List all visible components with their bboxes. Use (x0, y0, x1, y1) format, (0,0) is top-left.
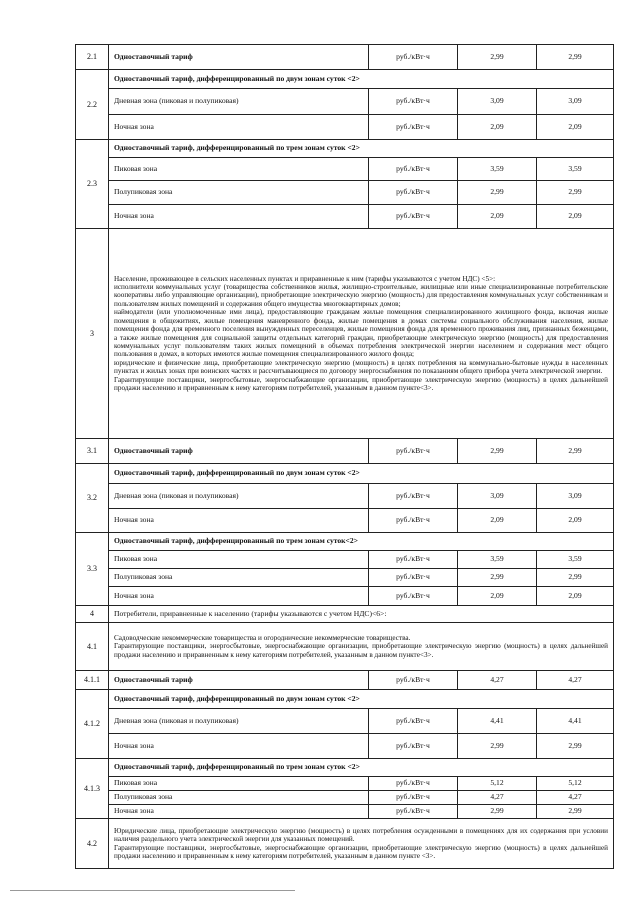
value-first-half: 2,99 (458, 439, 537, 464)
value-first-half: 2,99 (458, 569, 537, 587)
unit-cell: руб./кВт·ч (369, 551, 458, 569)
table-row (76, 509, 614, 533)
row-number: 2.1 (76, 45, 109, 70)
section-heading: Одноставочный тариф, дифференцированный по трем зонам суток <2> (109, 140, 614, 158)
value-first-half: 2,99 (458, 181, 537, 205)
table-row (76, 734, 614, 759)
zone-label: Полупиковая зона (109, 791, 369, 805)
unit-cell: руб./кВт·ч (369, 805, 458, 819)
zone-label: Ночная зона (109, 115, 369, 140)
description-paragraph: юридические и физические лица, приобретающие электрическую энергию (мощность) в целях потребления на коммунально-бытовые нужды в населенных пунктах и жилых зонах при воинских частях и рассчитывающиеся по договору энергоснабжения по показаниям общего прибора учета электрической энергии. (114, 358, 608, 376)
value-second-half: 2,99 (537, 734, 614, 759)
unit-cell: руб./кВт·ч (369, 205, 458, 229)
table-row (76, 181, 614, 205)
zone-label: Ночная зона (109, 734, 369, 759)
tariff-label: Одноставочный тариф (109, 671, 369, 690)
unit-cell: руб./кВт·ч (369, 439, 458, 464)
section-heading: Одноставочный тариф, дифференцированный по двум зонам суток <2> (109, 690, 614, 709)
table-row (76, 623, 614, 671)
unit-cell: руб./кВт·ч (369, 791, 458, 805)
table-row (76, 89, 614, 115)
section-heading: Одноставочный тариф, дифференцированный по двум зонам суток <2> (109, 464, 614, 484)
unit-cell: руб./кВт·ч (369, 671, 458, 690)
table-row (76, 229, 614, 439)
row-number: 4.1.2 (76, 690, 109, 759)
table-row (76, 70, 614, 89)
row-number: 4.1.1 (76, 671, 109, 690)
description-paragraph: исполнители коммунальных услуг (товарищества собственников жилья, жилищно-строительные, жилищные или иные специализированные потребительские кооперативы либо управляющие организации), приобретающие электрическую энергию (мощность) для предоставления коммунальных услуг собственникам и пользователям жилых помещений и содержания общего имущества многоквартирных домов; (114, 282, 608, 308)
value-first-half: 2,99 (458, 45, 537, 70)
table-row (76, 805, 614, 819)
row-number: 2.2 (76, 70, 109, 140)
value-second-half: 2,99 (537, 45, 614, 70)
unit-cell: руб./кВт·ч (369, 709, 458, 734)
section-heading: Одноставочный тариф, дифференцированный по трем зонам суток <2> (109, 759, 614, 777)
zone-label: Полупиковая зона (109, 181, 369, 205)
value-second-half: 2,09 (537, 205, 614, 229)
value-first-half: 3,09 (458, 484, 537, 509)
zone-label: Дневная зона (пиковая и полупиковая) (109, 89, 369, 115)
zone-label: Ночная зона (109, 587, 369, 606)
row-number: 3 (76, 229, 109, 439)
table-row (76, 709, 614, 734)
zone-label: Ночная зона (109, 509, 369, 533)
table-row (76, 671, 614, 690)
footer-separator (10, 890, 295, 891)
value-second-half: 5,12 (537, 777, 614, 791)
table-row (76, 569, 614, 587)
description-paragraph: Юридические лица, приобретающие электрическую энергию (мощность) в целях потребления осужденными в помещениях для их содержания при условии наличия раздельного учета электрической энергии для указанных помещений. (114, 826, 608, 844)
section-heading: Одноставочный тариф, дифференцированный по двум зонам суток <2> (109, 70, 614, 89)
table-row (76, 158, 614, 181)
zone-label: Ночная зона (109, 805, 369, 819)
category-description (109, 623, 614, 671)
table-row (76, 690, 614, 709)
tariff-label: Одноставочный тариф (109, 439, 369, 464)
value-second-half: 2,09 (537, 587, 614, 606)
table-row (76, 115, 614, 140)
value-second-half: 2,99 (537, 439, 614, 464)
value-first-half: 2,09 (458, 205, 537, 229)
value-second-half: 3,59 (537, 551, 614, 569)
category-description (109, 229, 614, 439)
table-row (76, 464, 614, 484)
row-number: 4.1.3 (76, 759, 109, 819)
value-first-half: 4,27 (458, 671, 537, 690)
tariff-table (75, 44, 614, 869)
table-row (76, 759, 614, 777)
category-title: Потребители, приравненные к населению (тарифы указываются с учетом НДС)<6>: (109, 606, 614, 623)
description-paragraph: Население, проживающее в сельских населенных пунктах и приравненные к ним (тарифы указываются с учетом НДС) <5>: (114, 274, 496, 283)
unit-cell: руб./кВт·ч (369, 587, 458, 606)
table-row (76, 205, 614, 229)
value-second-half: 2,09 (537, 115, 614, 140)
category-description (109, 819, 614, 869)
value-second-half: 4,41 (537, 709, 614, 734)
value-first-half: 2,09 (458, 509, 537, 533)
value-first-half: 2,99 (458, 734, 537, 759)
table-row (76, 551, 614, 569)
unit-cell: руб./кВт·ч (369, 569, 458, 587)
table-row (76, 791, 614, 805)
row-number: 3.3 (76, 533, 109, 606)
unit-cell: руб./кВт·ч (369, 45, 458, 70)
unit-cell: руб./кВт·ч (369, 734, 458, 759)
table-row (76, 777, 614, 791)
zone-label: Ночная зона (109, 205, 369, 229)
value-first-half: 4,27 (458, 791, 537, 805)
value-second-half: 2,99 (537, 181, 614, 205)
table-row (76, 533, 614, 551)
zone-label: Дневная зона (пиковая и полупиковая) (109, 709, 369, 734)
unit-cell: руб./кВт·ч (369, 158, 458, 181)
zone-label: Пиковая зона (109, 551, 369, 569)
unit-cell: руб./кВт·ч (369, 181, 458, 205)
value-second-half: 2,99 (537, 569, 614, 587)
table-row (76, 587, 614, 606)
table-row (76, 819, 614, 869)
tariff-label: Одноставочный тариф (109, 45, 369, 70)
value-first-half: 3,59 (458, 551, 537, 569)
row-number: 4.2 (76, 819, 109, 869)
unit-cell: руб./кВт·ч (369, 777, 458, 791)
table-row (76, 45, 614, 70)
unit-cell: руб./кВт·ч (369, 509, 458, 533)
description-paragraph: наймодатели (или уполномоченные ими лица), предоставляющие гражданам жилые помещения специализированного жилищного фонда, включая жилые помещения в общежитиях, жилые помещения маневренного фонда, жилые помещения в домах системы социального обслуживания населения, жилые помещения фонда для временного поселения вынужденных переселенцев, жилые помещения фонда для временного проживания лиц, признанных беженцами, а также жилые помещения для социальной защиты отдельных категорий граждан, приобретающие электрическую энергию (мощность) для предоставления коммунальных услуг пользователям таких жилых помещений в объемах потребления электрической энергии населением и содержания мест общего пользования в домах, в которых имеются жилые помещения специализированного жилого фонда; (114, 308, 608, 359)
section-heading: Одноставочный тариф, дифференцированный по трем зонам суток<2> (109, 533, 614, 551)
description-paragraph: Гарантирующие поставщики, энергосбытовые, энергоснабжающие организации, приобретающие электрическую энергию (мощность) в целях дальнейшей продажи населению и приравненным к нему категориям потребителей, указанным в данном пункте<3>. (114, 375, 608, 393)
unit-cell: руб./кВт·ч (369, 115, 458, 140)
value-second-half: 2,09 (537, 509, 614, 533)
row-number: 3.2 (76, 464, 109, 533)
value-first-half: 2,09 (458, 587, 537, 606)
value-second-half: 3,59 (537, 158, 614, 181)
value-second-half: 4,27 (537, 791, 614, 805)
table-row (76, 439, 614, 464)
zone-label: Пиковая зона (109, 158, 369, 181)
value-second-half: 2,99 (537, 805, 614, 819)
unit-cell: руб./кВт·ч (369, 89, 458, 115)
value-first-half: 2,09 (458, 115, 537, 140)
table-row (76, 140, 614, 158)
value-first-half: 5,12 (458, 777, 537, 791)
value-second-half: 4,27 (537, 671, 614, 690)
zone-label: Дневная зона (пиковая и полупиковая) (109, 484, 369, 509)
table-row (76, 484, 614, 509)
zone-label: Полупиковая зона (109, 569, 369, 587)
zone-label: Пиковая зона (109, 777, 369, 791)
value-second-half: 3,09 (537, 484, 614, 509)
table-row (76, 606, 614, 623)
value-first-half: 2,99 (458, 805, 537, 819)
value-first-half: 3,09 (458, 89, 537, 115)
value-first-half: 3,59 (458, 158, 537, 181)
row-number: 2.3 (76, 140, 109, 229)
unit-cell: руб./кВт·ч (369, 484, 458, 509)
row-number: 3.1 (76, 439, 109, 464)
row-number: 4.1 (76, 623, 109, 671)
description-paragraph: Гарантирующие поставщики, энергосбытовые, энергоснабжающие организации, приобретающие электрическую энергию (мощность) в целях дальнейшей продажи населению и приравненным к нему категориям потребителей, указанным в данном пункте<3>. (114, 642, 608, 659)
value-second-half: 3,09 (537, 89, 614, 115)
description-paragraph: Гарантирующие поставщики, энергосбытовые, энергоснабжающие организации, приобретающие электрическую энергию (мощность) в целях дальнейшей продажи населению и приравненным к нему категориям потребителей, указанным в данном пункте <3>. (114, 843, 608, 860)
value-first-half: 4,41 (458, 709, 537, 734)
row-number: 4 (76, 606, 109, 623)
description-paragraph: Садоводческие некоммерческие товарищества и огороднические некоммерческие товарищества. (114, 633, 411, 642)
